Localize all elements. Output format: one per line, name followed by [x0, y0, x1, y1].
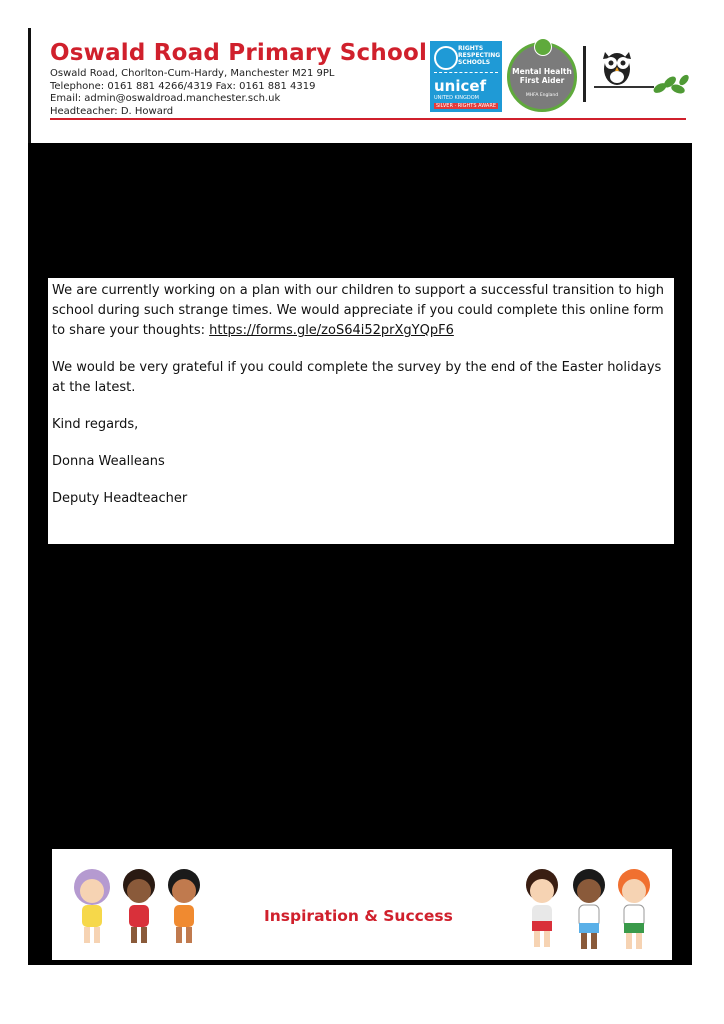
school-header	[50, 38, 430, 118]
letter-body	[48, 278, 674, 544]
survey-form-link[interactable]: https://forms.gle/zoS64i52prXgYQpF6	[209, 323, 454, 338]
rrs-line3: SCHOOLS	[458, 59, 491, 66]
letter-paragraph-1	[52, 281, 670, 341]
school-name: Oswald Road Primary School	[50, 40, 428, 66]
rrs-line2: RESPECTING	[458, 52, 501, 59]
children-illustration-right	[514, 861, 664, 956]
letter-closing: Kind regards,	[52, 417, 139, 432]
school-address: Oswald Road, Chorlton-Cum-Hardy, Manchester M21 9PL	[50, 68, 335, 79]
mhfa-title: Mental Health First Aider	[512, 67, 572, 85]
mental-health-first-aider-badge	[507, 42, 577, 112]
leaf-icon	[650, 72, 690, 98]
owl-divider-bar	[583, 46, 586, 102]
rrs-award-strip: SILVER · RIGHTS AWARE	[434, 103, 498, 109]
school-motto: Inspiration & Success	[264, 907, 453, 925]
signatory-title: Deputy Headteacher	[52, 491, 188, 506]
unicef-country: UNITED KINGDOM	[434, 95, 479, 101]
school-headteacher: Headteacher: D. Howard	[50, 105, 174, 117]
school-telephone: Telephone: 0161 881 4266/4319 Fax: 0161 881 4319	[50, 80, 316, 92]
header-left-rule	[28, 28, 31, 146]
school-email: Email: admin@oswaldroad.manchester.sch.uk	[50, 93, 281, 104]
header-divider	[50, 118, 686, 120]
rights-respecting-schools-badge	[430, 41, 502, 112]
redacted-area	[28, 143, 692, 965]
branch-line	[594, 86, 654, 88]
paragraph-1-text: We are currently working on a plan with our children to support a successful transition to high school during such strange times. We would appreciate if you could complete this online form to share your thoughts:	[52, 283, 665, 338]
letter-paragraph-2: We would be very grateful if you could complete the survey by the end of the Easter holidays at the latest.	[52, 360, 662, 395]
mhfa-sub: MHFA England	[525, 93, 559, 98]
rrs-divider	[434, 72, 498, 73]
signatory-name: Donna Wealleans	[52, 454, 165, 469]
mhfa-cross-icon	[534, 38, 552, 56]
globe-icon	[434, 46, 458, 70]
footer-banner	[52, 849, 672, 960]
children-illustration-left	[64, 861, 214, 951]
owl-icon	[598, 46, 636, 86]
rrs-line1: RIGHTS	[458, 45, 484, 52]
unicef-wordmark: unicef	[434, 77, 487, 95]
rrs-badge-text	[458, 45, 500, 66]
